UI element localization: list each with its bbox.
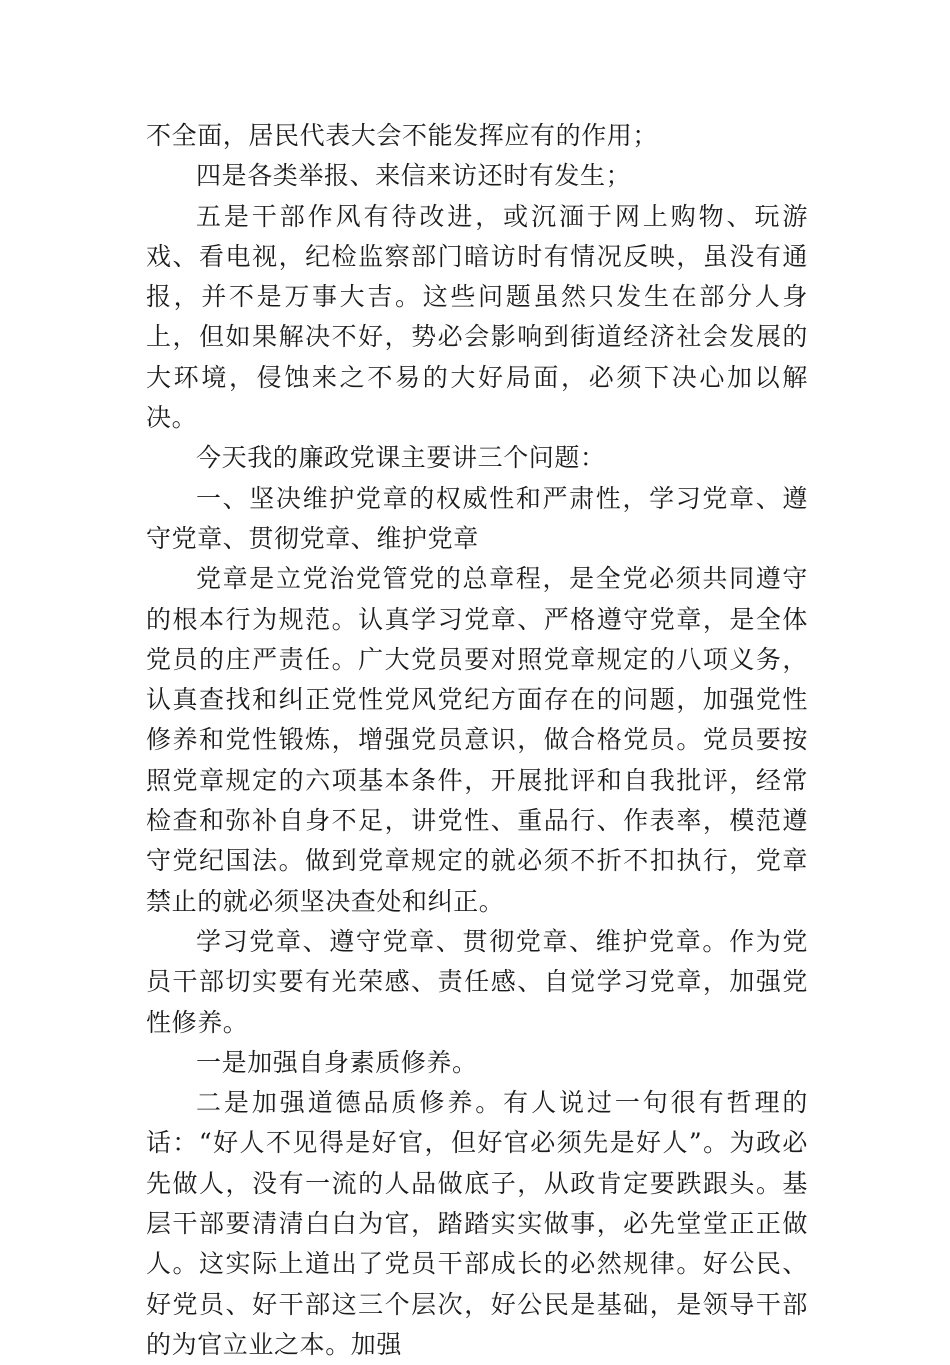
paragraph-point-five: 五是干部作风有待改进，或沉湎于网上购物、玩游戏、看电视，纪检监察部门暗访时有情况反映，虽没有通报，并不是万事大吉。这些问题虽然只发生在部分人身上，但如果解决不好，势必会影响到街道经济社会发展的大环境，侵蚀来之不易的大好局面，必须下决心加以解决。	[146, 201, 808, 433]
paragraph-party-constitution: 党章是立党治党管党的总章程，是全党必须共同遵守的根本行为规范。认真学习党章、严格遵守党章，是全体党员的庄严责任。广大党员要对照党章规定的八项义务，认真查找和纠正党性党风党纪方面存在的问题，加强党性修养和党性锻炼，增强党员意识，做合格党员。党员要按照党章规定的六项基本条件，开展批评和自我批评，经常检查和弥补自身不足，讲党性、重品行、作表率，模范遵守党纪国法。做到党章规定的就必须不折不扣执行，党章禁止的就必须坚决查处和纠正。	[146, 564, 808, 916]
paragraph-point-one: 一是加强自身素质修养。	[196, 1047, 478, 1077]
document-body	[146, 116, 808, 1365]
paragraph-point-four: 四是各类举报、来信来访还时有发生；	[196, 161, 632, 191]
paragraph-intro-three-issues: 今天我的廉政党课主要讲三个问题：	[196, 443, 606, 473]
section-heading-one: 一、坚决维护党章的权威性和严肃性，学习党章、遵守党章、贯彻党章、维护党章	[146, 483, 808, 553]
paragraph-study-constitution: 学习党章、遵守党章、贯彻党章、维护党章。作为党员干部切实要有光荣感、责任感、自觉学习党章，加强党性修养。	[146, 926, 808, 1037]
paragraph-continuation: 不全面，居民代表大会不能发挥应有的作用；	[146, 121, 659, 150]
paragraph-point-two: 二是加强道德品质修养。有人说过一句很有哲理的话：“好人不见得是好官，但好官必须先是好人”。为政必先做人，没有一流的人品做底子，从政肯定要跌跟头。基层干部要清清白白为官，踏踏实实做事，必先堂堂正正做人。这实际上道出了党员干部成长的必然规律。好公民、好党员、好干部这三个层次，好公民是基础，是领导干部的为官立业之本。加强	[146, 1088, 808, 1359]
